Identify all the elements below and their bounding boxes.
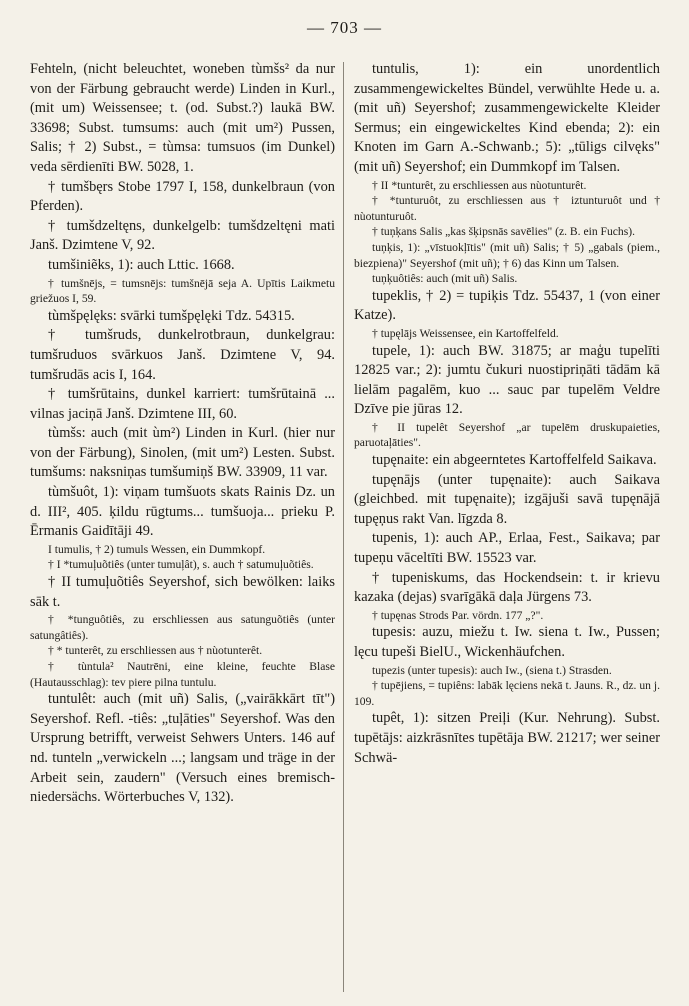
dictionary-entry: † I *tumuļuõtiês (unter tumuļât), s. auch † satumuļuõtiês. [48, 558, 314, 572]
dictionary-entry: † tumšnējs, = tumsnējs: tumšnējā seja A. Upītis Laikmetu griežuos I, 59. [30, 276, 335, 306]
dictionary-entry: tuņķuôtiês: auch (mit uñ) Salis. [372, 272, 518, 286]
page-number: — 703 — [307, 18, 382, 37]
dictionary-entry: † II tupelêt Seyershof „ar tupelēm druskupaieties, paruotaļāties". [354, 420, 660, 450]
dictionary-entry: tuntulis, 1): ein unordentlich zusammengewickeltes Bündel, verwühlte Hede u. a. (mit uñ) Seyershof; zusammengewickelte Kleider Sermus; ein eingewickeltes Kind ebenda; 2): ein Knoten im Garn A.-Schwanb.; 5): „tūligs cilvęks" (mit uñ) Seyershof; ein Dummkopf im Talsen. [354, 61, 660, 175]
dictionary-entry: tupęnaite: ein abgeerntetes Kartoffelfeld Saikava. [372, 452, 657, 469]
dictionary-entry: tupêt, 1): sitzen Preiļi (Kur. Nehrung). Subst. tupētājs: aizkrāsnītes tupētāja BW. 21217; wer seiner Schwä- [354, 710, 660, 766]
dictionary-entry: tupeklis, † 2) = tupiķis Tdz. 55437, 1 (von einer Katze). [354, 287, 660, 324]
dictionary-entry: † tupęlājs Weissensee, ein Kartoffelfeld. [372, 326, 559, 340]
dictionary-entry: † II tumuļuõtiês Seyershof, sich bewölken: laiks sāk t. [30, 574, 335, 610]
dictionary-entry: † *tunturuôt, zu erschliessen aus † iztunturuôt und † nùotunturuôt. [354, 194, 660, 223]
dictionary-entry: tùmšuôt, 1): viņam tumšuots skats Rainis Dz. un d. III², 405. ķildu rūgtums... tumšuoja... prieku P. Ērmanis Gaidītāji 49. [30, 484, 335, 540]
dictionary-entry: † tupējiens, = tupiêns: labāk lęciens nekā t. Jauns. R., dz. un j. 109. [354, 679, 660, 708]
dictionary-entry: † * tunterêt, zu erschliessen aus † nùotunterêt. [48, 644, 263, 658]
dictionary-entry: tupezis (unter tupesis): auch Iw., (siena t.) Strasden. [372, 663, 612, 677]
dictionary-entry: † tùntula² Nautrēni, eine kleine, feuchte Blase (Hautausschlag): tev piere pilna tuntulu. [30, 660, 335, 689]
dictionary-entry: tuņķis, 1): „vīstuokļītis" (mit uñ) Salis; † 5) „gabals (piem., biezpiena)" Seyershof (mit uñ); † 6) das Kinn um Talsen. [354, 240, 660, 270]
right-column [354, 60, 660, 998]
dictionary-entry: † tumšruds, dunkelrotbraun, dunkelgrau: tumšruduos svārkuos Janš. Dzimtene V, 94. tumšrudās acis I, 164. [30, 327, 335, 383]
dictionary-entry: † *tunguôtiês, zu erschliessen aus satunguõtiês (unter satungâtiês). [30, 613, 335, 642]
dictionary-entry: tupesis: auzu, miežu t. Iw. siena t. Iw., Pussen; lęcu tupeši BielU., Wickenhäufchen. [354, 624, 660, 660]
dictionary-entry: † tuņķans Salis „kas šķipsnās savēlies" (z. B. ein Fuchs). [372, 225, 635, 239]
dictionary-entry: † tumšdzeltęns, dunkelgelb: tumšdzeltęni mati Janš. Dzimtene V, 92. [30, 217, 335, 254]
column-divider [343, 62, 344, 992]
dictionary-entry: tuntulêt: auch (mit uñ) Salis, („vairākkārt tīt") Seyershof. Refl. -tiês: „tuļāties" Seyershof. Was den Ursprung betrifft, verweist Sehwers Unters. 146 auf nd. tunteln „verwickeln ...; langsam und träge in der Arbeit sein, zaudern" (Versuch eines bremisch-niedersächs. Wörterbuches V, 132). [30, 691, 335, 806]
dictionary-entry: Fehteln, (nicht beleuchtet, woneben tùmšs² da nur von der Färbung gebraucht werde) Linden in Kurl., (mit um) Weissensee; t. (od. Subst.?) laukā BW. 33698; Subst. tumsums: auch (mit um²) Pussen, Salis; † 2) Subst., = tùmsa: tumsuos (im Dunkel) veda sērdienīti BW. 5028, 1. [30, 61, 335, 175]
dictionary-entry: tumšiniẽks, 1): auch Lttic. 1668. [48, 256, 235, 273]
dictionary-entry: tùmšpęlęks: svārki tumšpęlęki Tdz. 54315. [48, 307, 295, 324]
dictionary-entry: † tumšbęrs Stobe 1797 I, 158, dunkelbraun (von Pferden). [30, 178, 335, 215]
dictionary-entry: † tupęnas Strods Par. vördn. 177 „?". [372, 608, 544, 622]
dictionary-entry: tupęnājs (unter tupęnaite): auch Saikava (gleichbed. mit tupęnaite); izgājuši savā tupęnājā tupęņus rakt Van. līgzda 8. [354, 471, 660, 527]
left-column [30, 60, 335, 998]
dictionary-entry: I tumulis, † 2) tumuls Wessen, ein Dummkopf. [48, 542, 266, 556]
dictionary-entry: † tumšrūtains, dunkel karriert: tumšrūtainā ... vilnas jaciņā Janš. Dzimtene III, 60. [30, 386, 335, 422]
dictionary-entry: tupenis, 1): auch AP., Erlaa, Fest., Saikava; par tupeņu vāceltīti BW. 15523 var. [354, 530, 660, 567]
dictionary-entry: tùmšs: auch (mit ùm²) Linden in Kurl. (hier nur von der Färbung), Sinolen, (mit um²) Lesten. Subst. tumšums: naksniņas tumšumiņš BW. 33909, 11 var. [30, 425, 335, 481]
dictionary-entry: tupele, 1): auch BW. 31875; ar maģu tupelīti 12825 var.; 2): jumtu čukuri nuostipriņāti tādām kā lielām pagalēm, kuo ... sauc par tupelēm Veldre Dzīve pie jūras 12. [354, 342, 660, 418]
dictionary-entry: † tupeniskums, das Hockendsein: t. ir krievu kazaka (dejas) svarīgākā daļa Jürgens 73. [354, 569, 660, 606]
dictionary-entry: † II *tunturêt, zu erschliessen aus nùotunturêt. [372, 178, 587, 192]
